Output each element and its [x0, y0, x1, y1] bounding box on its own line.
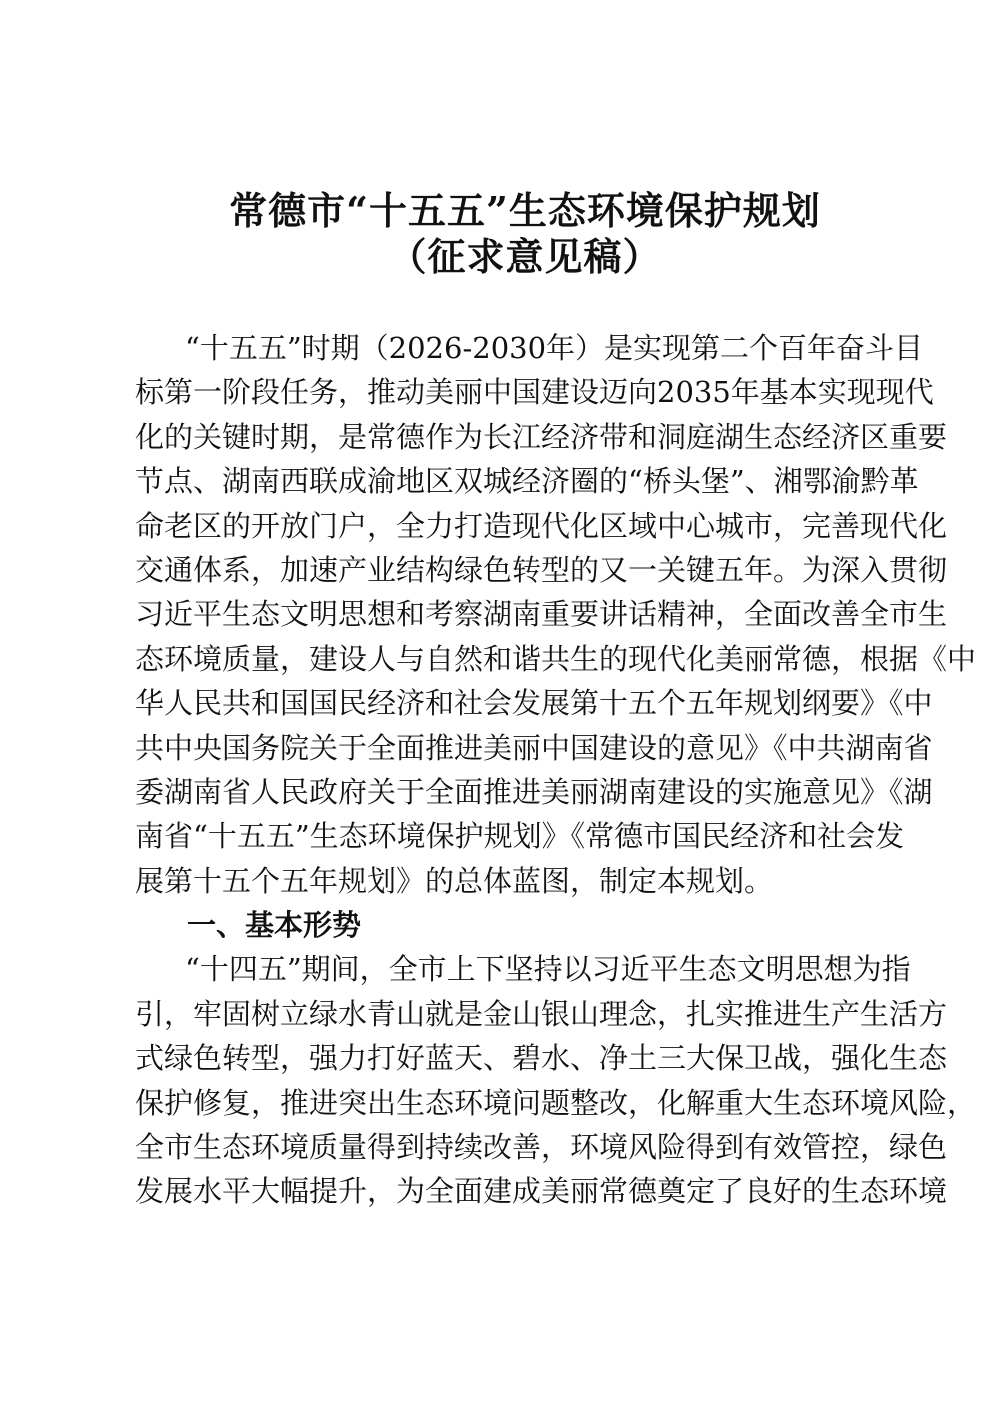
paragraph-1-line: “十五五”时期（2026-2030年）是实现第二个百年奋斗目 [185, 331, 924, 365]
section-heading: 一、基本形势 [187, 908, 362, 943]
paragraph-1-line: 华人民共和国国民经济和社会发展第十五个五年规划纲要》《中 [135, 686, 933, 721]
paragraph-2-line: “十四五”期间，全市上下坚持以习近平生态文明思想为指 [185, 952, 911, 987]
document-subtitle: （征求意见稿） [388, 234, 662, 279]
paragraph-1-line: 南省“十五五”生态环境保护规划》《常德市国民经济和社会发 [135, 819, 905, 854]
paragraph-2-line: 引，牢固树立绿水青山就是金山银山理念，扎实推进生产生活方 [135, 996, 948, 1031]
document-title: 常德市“十五五”生态环境保护规划 [229, 188, 821, 233]
paragraph-1-line: 交通体系，加速产业结构绿色转型的又一关键五年。为深入贯彻 [135, 552, 948, 587]
paragraph-2-line: 发展水平大幅提升，为全面建成美丽常德奠定了良好的生态环境 [135, 1174, 948, 1209]
paragraph-1-line: 命老区的开放门户，全力打造现代化区域中心城市，完善现代化 [135, 508, 948, 543]
paragraph-1-line: 化的关键时期，是常德作为长江经济带和洞庭湖生态经济区重要 [135, 419, 948, 454]
paragraph-1-line: 习近平生态文明思想和考察湖南重要讲话精神，全面改善全市生 [135, 597, 948, 632]
paragraph-1-line: 态环境质量，建设人与自然和谐共生的现代化美丽常德，根据《中 [135, 641, 977, 676]
paragraph-1-line: 节点、湖南西联成渝地区双城经济圈的“桥头堡”、湘鄂渝黔革 [135, 464, 919, 499]
paragraph-2-line: 式绿色转型，强力打好蓝天、碧水、净土三大保卫战，强化生态 [135, 1041, 948, 1076]
paragraph-2-line: 保护修复，推进突出生态环境问题整改，化解重大生态环境风险， [135, 1085, 977, 1120]
paragraph-1-line: 标第一阶段任务，推动美丽中国建设迈向2035年基本实现现代 [135, 375, 934, 410]
paragraph-2-line: 全市生态环境质量得到持续改善，环境风险得到有效管控，绿色 [135, 1130, 948, 1165]
paragraph-1-line: 展第十五个五年规划》的总体蓝图，制定本规划。 [135, 863, 774, 898]
paragraph-1-line: 委湖南省人民政府关于全面推进美丽湖南建设的实施意见》《湖 [135, 774, 933, 809]
paragraph-1-line: 共中央国务院关于全面推进美丽中国建设的意见》《中共湖南省 [135, 730, 933, 765]
document-body [135, 326, 977, 1214]
